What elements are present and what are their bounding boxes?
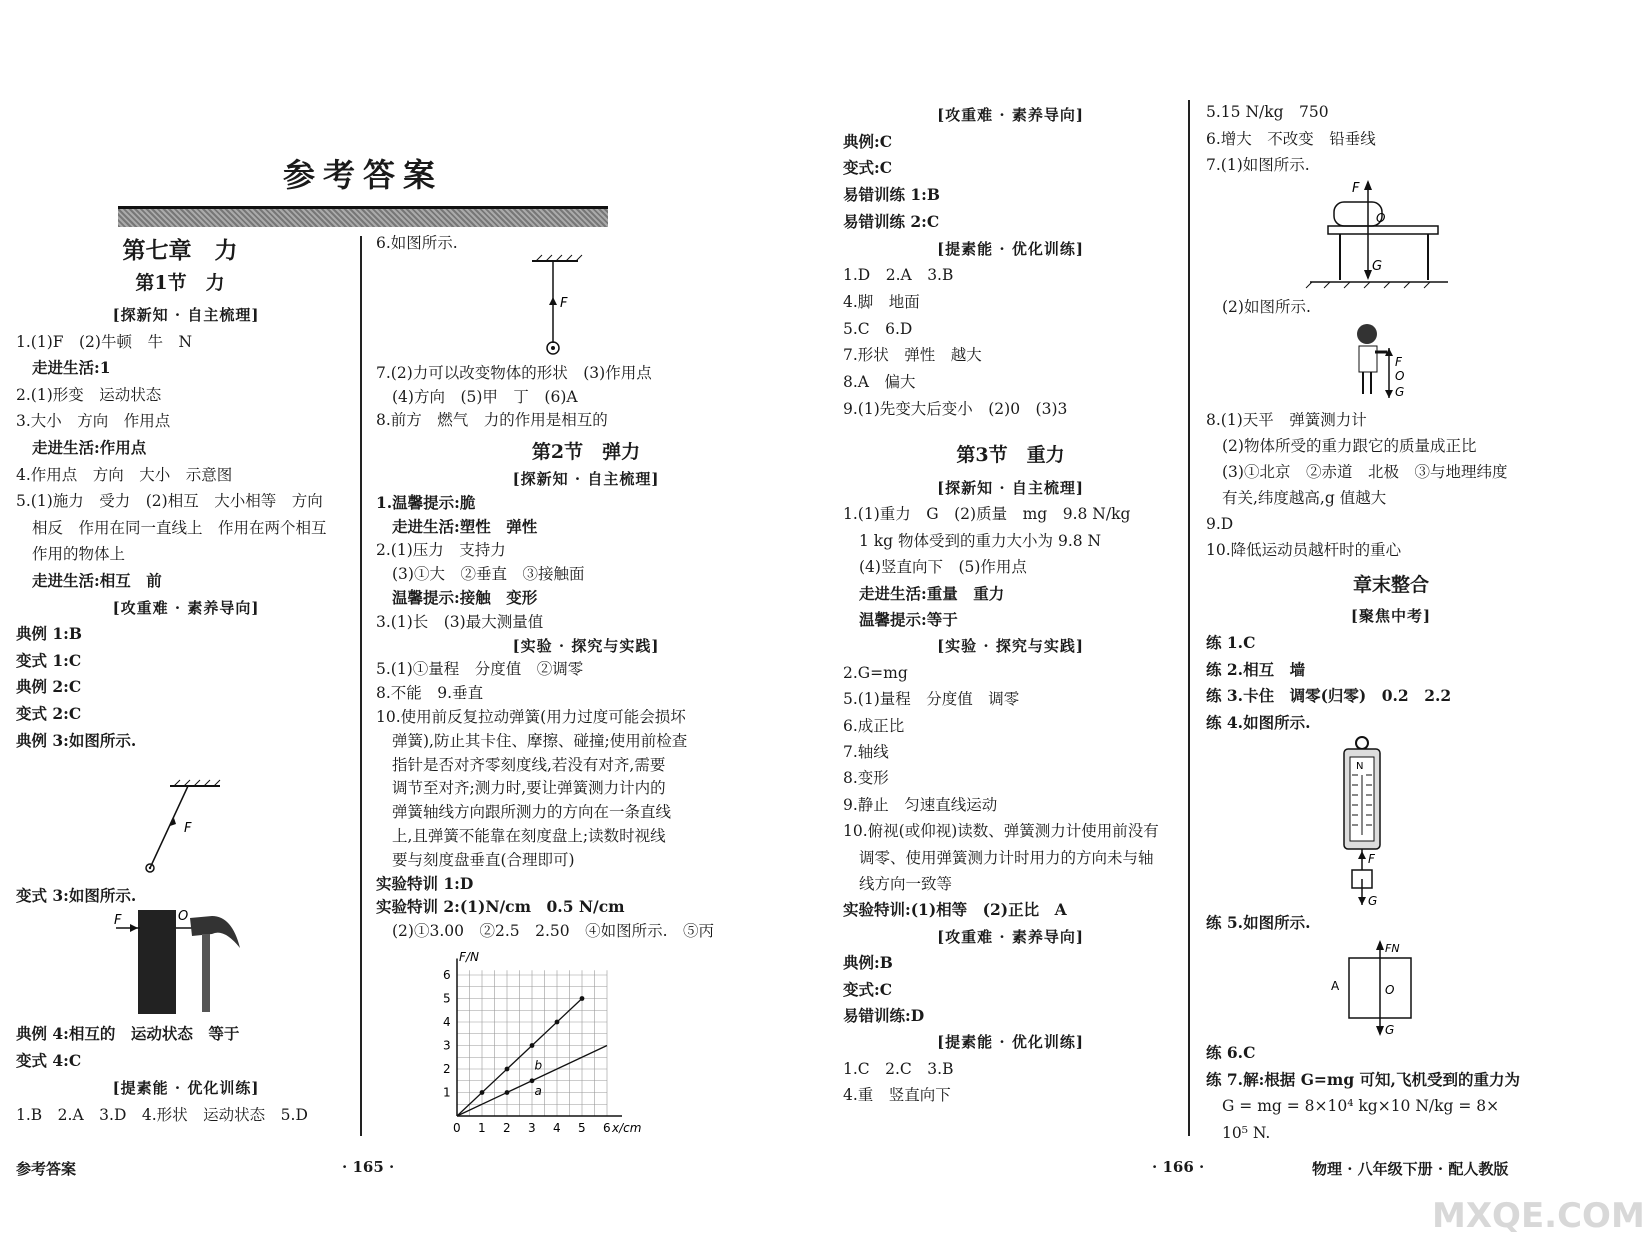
answer-line: 走进生活:作用点 bbox=[32, 438, 147, 457]
answer-line: 8.A 偏大 bbox=[843, 373, 916, 391]
answer-line: 1.(1)F (2)牛顿 牛 N bbox=[16, 332, 193, 351]
watermark: MXQE.COM bbox=[1432, 1196, 1645, 1236]
answer-line: 10.使用前反复拉动弹簧(用力过度可能会损坏 bbox=[376, 708, 686, 726]
figure-spring-scale bbox=[1340, 735, 1410, 910]
answer-line: (2)如图所示. bbox=[1222, 298, 1311, 316]
answer-line: G = mg = 8×10⁴ kg×10 N/kg = 8× bbox=[1222, 1097, 1500, 1115]
answer-line: 6.增大 不改变 铅垂线 bbox=[1206, 129, 1376, 148]
answer-line: (4)方向 (5)甲 丁 (6)A bbox=[392, 387, 578, 406]
answer-line: 3.大小 方向 作用点 bbox=[16, 412, 171, 431]
answer-line: 练 6.C bbox=[1206, 1043, 1256, 1062]
chapter-title: 第七章 力 bbox=[122, 237, 238, 264]
y-tick-label: 5 bbox=[443, 991, 451, 1006]
answer-line: 走进生活:相互 前 bbox=[32, 571, 162, 590]
answer-line: 实验特训 1:D bbox=[376, 873, 474, 893]
answer-line: 练 1.C bbox=[1206, 632, 1256, 652]
answer-line: 1 kg 物体受到的重力大小为 9.8 N bbox=[859, 531, 1102, 550]
svg-text:G: G bbox=[1395, 385, 1405, 399]
page-number-left: · 165 · bbox=[342, 1158, 395, 1176]
figure-table bbox=[1300, 178, 1450, 288]
y-tick-label: 4 bbox=[443, 1015, 451, 1029]
x-axis-label: x/cm bbox=[612, 1121, 642, 1135]
answer-line: 易错训练:D bbox=[843, 1006, 925, 1025]
y-axis-label: F/N bbox=[459, 949, 479, 964]
answer-line: 相反 作用在同一直线上 作用在两个相互 bbox=[32, 518, 327, 537]
answer-line: 变式 4:C bbox=[16, 1051, 82, 1070]
answer-line: 要与刻度盘垂直(合理即可) bbox=[392, 850, 575, 869]
section-title: 第3节 重力 bbox=[956, 444, 1065, 466]
force-label: F bbox=[184, 821, 192, 836]
answer-line: 9.D bbox=[1206, 515, 1234, 533]
answer-line: 典例 4:相互的 运动状态 等于 bbox=[16, 1024, 240, 1043]
section-title: 章末整合 bbox=[1352, 574, 1429, 596]
answer-line: 易错训练 1:B bbox=[843, 185, 941, 205]
x-tick-label: 3 bbox=[528, 1121, 536, 1135]
answer-line: 10⁵ N. bbox=[1222, 1123, 1271, 1142]
svg-text:O: O bbox=[1376, 211, 1386, 225]
subsection-heading: [实验 · 探究与实践] bbox=[937, 637, 1084, 656]
answer-line: 5.C 6.D bbox=[843, 319, 913, 338]
data-point-b bbox=[580, 996, 585, 1001]
answer-line: 典例 2:C bbox=[16, 677, 82, 697]
svg-text:F: F bbox=[1395, 355, 1402, 369]
answer-line: 5.(1)施力 受力 (2)相互 大小相等 方向 bbox=[16, 492, 323, 511]
subsection-heading: [提素能 · 优化训练] bbox=[112, 1079, 260, 1097]
svg-text:F: F bbox=[1368, 852, 1375, 866]
x-tick-label: 4 bbox=[553, 1121, 561, 1135]
subsection-heading: [探新知 · 自主梳理] bbox=[937, 479, 1084, 497]
answer-line: 6.如图所示. bbox=[376, 234, 458, 252]
y-tick-label: 6 bbox=[443, 968, 451, 982]
answer-line: 实验特训 2:(1)N/cm 0.5 N/cm bbox=[376, 897, 625, 917]
answer-line: 1.C 2.C 3.B bbox=[843, 1059, 954, 1078]
answer-line: 8.变形 bbox=[843, 769, 889, 788]
figure-hammer bbox=[112, 906, 252, 1016]
page-title: 参考答案 bbox=[282, 156, 443, 194]
x-tick-label: 2 bbox=[503, 1121, 511, 1135]
footer-left-label: 参考答案 bbox=[16, 1160, 77, 1178]
data-point-a bbox=[530, 1078, 535, 1083]
subsection-heading: [攻重难 · 素养导向] bbox=[937, 106, 1084, 124]
answer-line: 走进生活:重量 重力 bbox=[859, 583, 1005, 603]
answer-line: 调零、使用弹簧测力计时用力的方向未与轴 bbox=[859, 848, 1154, 867]
svg-text:O: O bbox=[1395, 369, 1405, 383]
answer-line: 2.(1)形变 运动状态 bbox=[16, 385, 162, 404]
spring-graph bbox=[425, 949, 675, 1138]
series-label-b: b bbox=[534, 1058, 543, 1073]
data-point-b bbox=[505, 1067, 510, 1072]
answer-line: 7.轴线 bbox=[843, 743, 889, 761]
answer-line: 典例 3:如图所示. bbox=[16, 730, 137, 750]
answer-line: 典例 1:B bbox=[16, 624, 83, 644]
subsection-heading: [提素能 · 优化训练] bbox=[937, 1033, 1084, 1052]
answer-line: 实验特训:(1)相等 (2)正比 A bbox=[843, 900, 1067, 920]
answer-line: 练 5.如图所示. bbox=[1206, 913, 1311, 932]
svg-text:A: A bbox=[1331, 979, 1340, 993]
answer-line: 指针是否对齐零刻度线,若没有对齐,需要 bbox=[392, 755, 666, 774]
footer-right-label: 物理 · 八年级下册 · 配人教版 bbox=[1312, 1160, 1509, 1178]
answer-line: (2)①3.00 ②2.5 2.50 ④如图所示. ⑤丙 bbox=[392, 922, 715, 941]
svg-text:F: F bbox=[560, 296, 568, 311]
answer-line: 1.D 2.A 3.B bbox=[843, 266, 954, 285]
subsection-heading: [攻重难 · 素养导向] bbox=[937, 927, 1084, 946]
answer-line: 典例:B bbox=[843, 953, 893, 973]
subsection-heading: [攻重难 · 素养导向] bbox=[112, 598, 260, 617]
answer-line: 变式:C bbox=[843, 979, 893, 999]
answer-line: 10.降低运动员越杆时的重心 bbox=[1206, 541, 1402, 559]
answer-line: 上,且弹簧不能靠在刻度盘上;读数时视线 bbox=[392, 827, 666, 845]
subsection-heading: [提素能 · 优化训练] bbox=[937, 239, 1084, 258]
answer-line: 10.俯视(或仰视)读数、弹簧测力计使用前没有 bbox=[843, 822, 1159, 841]
answer-line: (3)①大 ②垂直 ③接触面 bbox=[392, 565, 585, 584]
answer-line: 弹簧轴线方向跟所测力的方向在一条直线 bbox=[392, 803, 672, 822]
x-tick-label: 6 bbox=[603, 1121, 611, 1135]
data-point-a bbox=[505, 1090, 510, 1095]
answer-line: 7.(2)力可以改变物体的形状 (3)作用点 bbox=[376, 364, 652, 382]
subsection-heading: [聚焦中考] bbox=[1350, 607, 1432, 625]
svg-text:G: G bbox=[1385, 1023, 1395, 1037]
answer-line: 温馨提示:等于 bbox=[859, 610, 958, 629]
answer-line: 5.(1)①量程 分度值 ②调零 bbox=[376, 660, 584, 679]
answer-line: 2.G=mg bbox=[843, 663, 908, 682]
figure-block-forces bbox=[1325, 938, 1425, 1038]
answer-line: 走进生活:塑性 弹性 bbox=[392, 516, 538, 536]
answer-line: 变式 3:如图所示. bbox=[16, 886, 137, 905]
answer-line: 温馨提示:接触 变形 bbox=[392, 588, 538, 607]
answer-line: 练 2.相互 墙 bbox=[1206, 659, 1306, 679]
data-point-b bbox=[555, 1020, 560, 1025]
answer-line: 变式 1:C bbox=[16, 650, 82, 670]
subsection-heading: [探新知 · 自主梳理] bbox=[512, 470, 660, 488]
answer-line: 变式:C bbox=[843, 158, 893, 178]
svg-text:F: F bbox=[114, 913, 122, 928]
answer-line: 变式 2:C bbox=[16, 704, 82, 723]
answer-line: 弹簧),防止其卡住、摩擦、碰撞;使用前检查 bbox=[392, 731, 688, 750]
answer-line: 2.(1)压力 支持力 bbox=[376, 541, 506, 560]
figure-hanging-ball bbox=[530, 255, 590, 360]
answer-line: 4.重 竖直向下 bbox=[843, 1086, 951, 1105]
figure-pendulum-rod bbox=[140, 780, 230, 880]
answer-line: 走进生活:1 bbox=[32, 358, 111, 378]
svg-text:G: G bbox=[1372, 259, 1383, 274]
x-tick-label: 1 bbox=[478, 1121, 486, 1135]
answer-line: 7.形状 弹性 越大 bbox=[843, 346, 982, 365]
svg-text:FN: FN bbox=[1385, 942, 1400, 955]
answer-line: 典例:C bbox=[843, 131, 893, 151]
answer-line: 1.B 2.A 3.D 4.形状 运动状态 5.D bbox=[16, 1106, 308, 1124]
x-tick-label: 0 bbox=[453, 1121, 461, 1135]
answer-line: 有关,纬度越高,g 值越大 bbox=[1222, 489, 1387, 507]
answer-line: 练 7.解:根据 G=mg 可知,飞机受到的重力为 bbox=[1206, 1069, 1520, 1089]
answer-line: (4)竖直向下 (5)作用点 bbox=[859, 558, 1027, 577]
answer-line: 3.(1)长 (3)最大测量值 bbox=[376, 612, 544, 631]
y-tick-label: 1 bbox=[443, 1085, 451, 1100]
answer-line: 4.脚 地面 bbox=[843, 292, 920, 311]
answer-line: 调节至对齐;测力时,要让弹簧测力计内的 bbox=[392, 779, 666, 798]
answer-line: 9.(1)先变大后变小 (2)0 (3)3 bbox=[843, 399, 1068, 418]
answer-line: 8.前方 燃气 力的作用是相互的 bbox=[376, 411, 608, 429]
svg-text:O: O bbox=[1385, 983, 1395, 997]
answer-line: 8.(1)天平 弹簧测力计 bbox=[1206, 411, 1367, 429]
svg-text:O: O bbox=[178, 909, 189, 924]
svg-text:N: N bbox=[1356, 761, 1364, 772]
answer-line: (3)①北京 ②赤道 北极 ③与地理纬度 bbox=[1222, 463, 1508, 481]
y-tick-label: 3 bbox=[443, 1038, 451, 1053]
page-number-right: · 166 · bbox=[1152, 1158, 1205, 1176]
data-point-b bbox=[530, 1043, 535, 1048]
series-label-a: a bbox=[534, 1084, 542, 1099]
answer-line: 练 4.如图所示. bbox=[1206, 713, 1311, 733]
answer-line: 7.(1)如图所示. bbox=[1206, 156, 1310, 174]
svg-text:G: G bbox=[1368, 894, 1378, 908]
section-title: 第2节 弹力 bbox=[531, 441, 641, 463]
figure-person-lifting bbox=[1345, 320, 1415, 400]
x-tick-label: 5 bbox=[578, 1121, 586, 1135]
answer-line: 5.15 N/kg 750 bbox=[1206, 103, 1329, 121]
data-point-b bbox=[480, 1090, 485, 1095]
answer-line: 6.成正比 bbox=[843, 716, 905, 735]
answer-line: 练 3.卡住 调零(归零) 0.2 2.2 bbox=[1206, 686, 1452, 706]
y-tick-label: 2 bbox=[443, 1062, 451, 1076]
svg-text:F: F bbox=[1352, 181, 1360, 196]
answer-line: 线方向一致等 bbox=[859, 875, 953, 893]
answer-line: 9.静止 匀速直线运动 bbox=[843, 795, 998, 814]
answer-line: 作用的物体上 bbox=[32, 545, 126, 564]
answer-line: 4.作用点 方向 大小 示意图 bbox=[16, 465, 233, 484]
section-title: 第1节 力 bbox=[135, 272, 225, 294]
answer-line: (2)物体所受的重力跟它的质量成正比 bbox=[1222, 437, 1477, 455]
answer-line: 易错训练 2:C bbox=[843, 211, 940, 231]
subsection-heading: [探新知 · 自主梳理] bbox=[112, 306, 260, 324]
answer-line: 1.温馨提示:脆 bbox=[376, 492, 476, 512]
answer-line: 1.(1)重力 G (2)质量 mg 9.8 N/kg bbox=[843, 505, 1131, 524]
subsection-heading: [实验 · 探究与实践] bbox=[512, 636, 660, 655]
answer-line: 8.不能 9.垂直 bbox=[376, 684, 484, 703]
answer-line: 5.(1)量程 分度值 调零 bbox=[843, 690, 1020, 709]
